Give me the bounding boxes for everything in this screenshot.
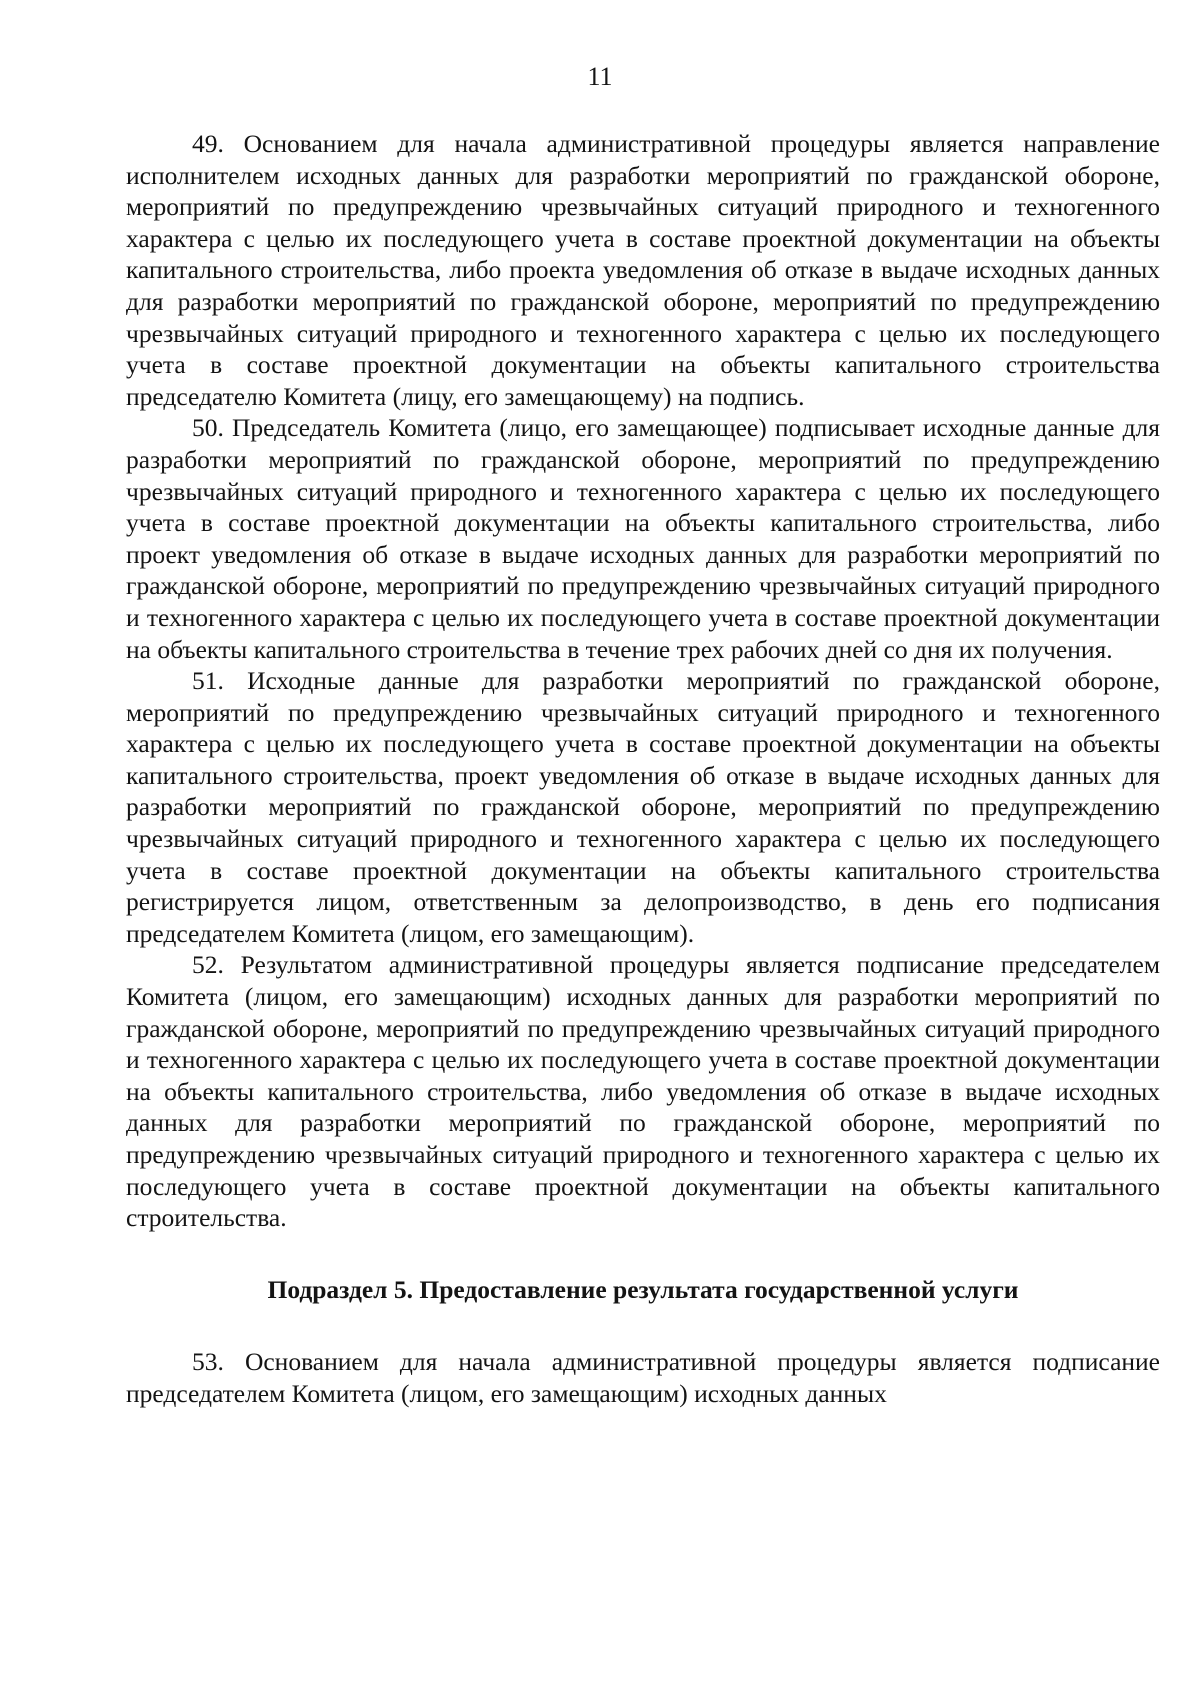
paragraph-51: 51. Исходные данные для разработки мероприятий по гражданской обороне, мероприятий по предупреждению чрезвычайных ситуаций природного и техногенного характера с целью их последующего учета в составе проектной документации на объекты капитального строительства, проект уведомления об отказе в выдаче исходных данных для разработки мероприятий по гражданской обороне, мероприятий по предупреждению чрезвычайных ситуаций природного и техногенного характера с целью их последующего учета в составе проектной документации на объекты капитального строительства регистрируется лицом, ответственным за делопроизводство, в день его подписания председателем Комитета (лицом, его замещающим).: [126, 666, 1160, 948]
paragraph-52: 52. Результатом административной процедуры является подписание председателем Комитета (лицом, его замещающим) исходных данных для разработки мероприятий по гражданской обороне, мероприятий по предупреждению чрезвычайных ситуаций природного и техногенного характера с целью их последующего учета в составе проектной документации на объекты капитального строительства, либо уведомления об отказе в выдаче исходных данных для разработки мероприятий по гражданской обороне, мероприятий по предупреждению чрезвычайных ситуаций природного и техногенного характера с целью их последующего учета в составе проектной документации на объекты капитального строительства.: [126, 950, 1160, 1233]
section-heading: Подраздел 5. Предоставление результата государственной услуги: [267, 1274, 1019, 1304]
page-number: 11: [587, 62, 613, 91]
paragraph-49: 49. Основанием для начала административной процедуры является направление исполнителем исходных данных для разработки мероприятий по гражданской обороне, мероприятий по предупреждению чрезвычайных ситуаций природного и техногенного характера с целью их последующего учета в составе проектной документации на объекты капитального строительства, либо проекта уведомления об отказе в выдаче исходных данных для разработки мероприятий по гражданской обороне, мероприятий по предупреждению чрезвычайных ситуаций природного и техногенного характера с целью их последующего учета в составе проектной документации на объекты капитального строительства председателю Комитета (лицу, его замещающему) на подпись.: [126, 129, 1160, 411]
paragraph-53: 53. Основанием для начала административной процедуры является подписание председателем Комитета (лицом, его замещающим) исходных данных: [126, 1347, 1160, 1408]
document-body: [126, 128, 1160, 1410]
paragraph-50: 50. Председатель Комитета (лицо, его замещающее) подписывает исходные данные для разработки мероприятий по гражданской обороне, мероприятий по предупреждению чрезвычайных ситуаций природного и техногенного характера с целью их последующего учета в составе проектной документации на объекты капитального строительства, либо проект уведомления об отказе в выдаче исходных данных для разработки мероприятий по гражданской обороне, мероприятий по предупреждению чрезвычайных ситуаций природного и техногенного характера с целью их последующего учета в составе проектной документации на объекты капитального строительства в течение трех рабочих дней со дня их получения.: [126, 413, 1160, 664]
